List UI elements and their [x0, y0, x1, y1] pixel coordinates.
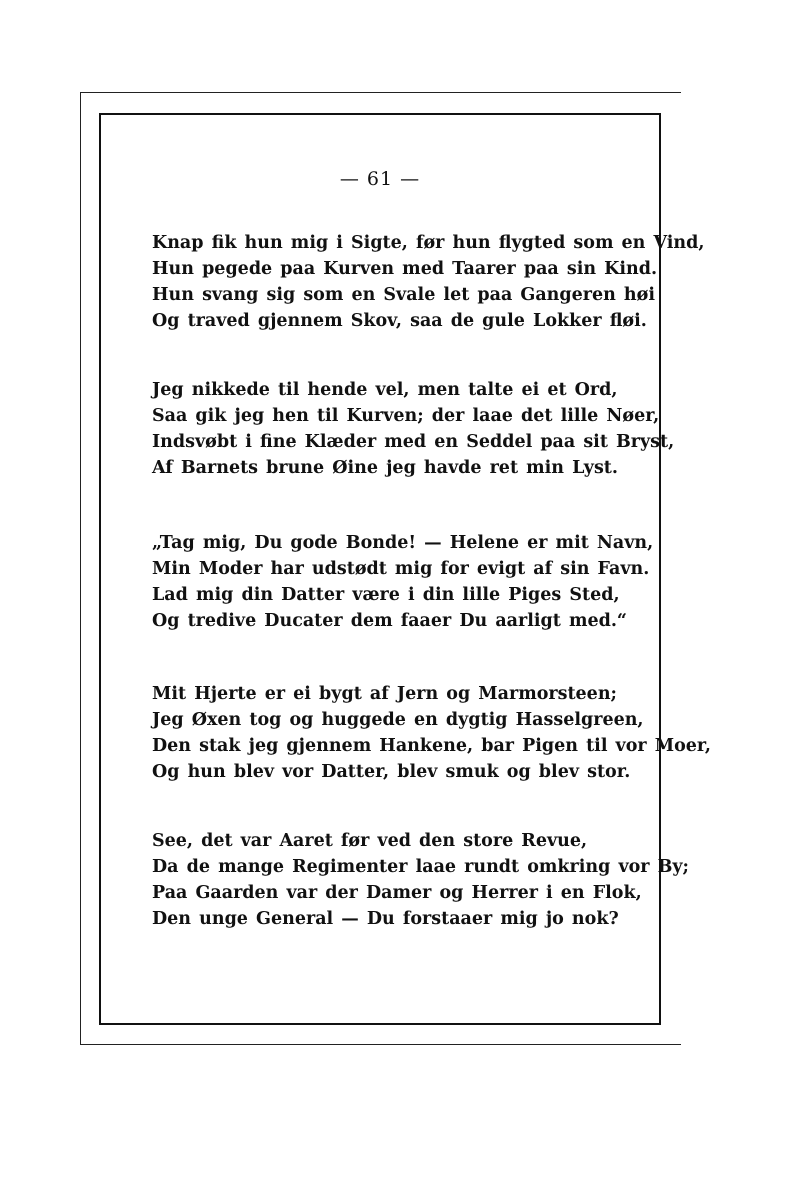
verse-line: Og traved gjennem Skov, saa de gule Lokker fløi. [152, 311, 647, 331]
verse-line: Af Barnets brune Øine jeg havde ret min Lyst. [152, 458, 618, 478]
stanza-2 [152, 377, 675, 481]
verse-line: Da de mange Regimenter laae rundt omkring vor By; [152, 857, 690, 877]
verse-line: Min Moder har udstødt mig for evigt af sin Favn. [152, 559, 650, 579]
stanza-5 [152, 828, 690, 932]
verse-line: Paa Gaarden var der Damer og Herrer i en Flok, [152, 883, 642, 903]
verse-line: Jeg nikkede til hende vel, men talte ei et Ord, [152, 380, 618, 400]
verse-line: Og hun blev vor Datter, blev smuk og blev stor. [152, 762, 631, 782]
verse-line: See, det var Aaret før ved den store Revue, [152, 831, 588, 851]
verse-line: Lad mig din Datter være i din lille Piges Sted, [152, 585, 620, 605]
verse-line: Den unge General — Du forstaaer mig jo nok? [152, 909, 619, 929]
page-number: — 61 — [339, 168, 421, 190]
verse-line: Mit Hjerte er ei bygt af Jern og Marmorsteen; [152, 684, 618, 704]
verse-line: Hun pegede paa Kurven med Taarer paa sin Kind. [152, 259, 658, 279]
verse-line: Indsvøbt i fine Klæder med en Seddel paa sit Bryst, [152, 432, 675, 452]
verse-line: Saa gik jeg hen til Kurven; der laae det lille Nøer, [152, 406, 660, 426]
verse-line: Knap fik hun mig i Sigte, før hun flygted som en Vind, [152, 233, 705, 253]
verse-line: Den stak jeg gjennem Hankene, bar Pigen til vor Moer, [152, 736, 711, 756]
stanza-4 [152, 681, 711, 785]
verse-line: Og tredive Ducater dem faaer Du aarligt med.“ [152, 611, 627, 631]
stanza-3 [152, 530, 654, 634]
verse-line: Hun svang sig som en Svale let paa Gangeren høi [152, 285, 655, 305]
verse-line: „Tag mig, Du gode Bonde! — Helene er mit Navn, [152, 533, 654, 553]
verse-line: Jeg Øxen tog og huggede en dygtig Hasselgreen, [152, 710, 644, 730]
stanza-1 [152, 230, 705, 334]
